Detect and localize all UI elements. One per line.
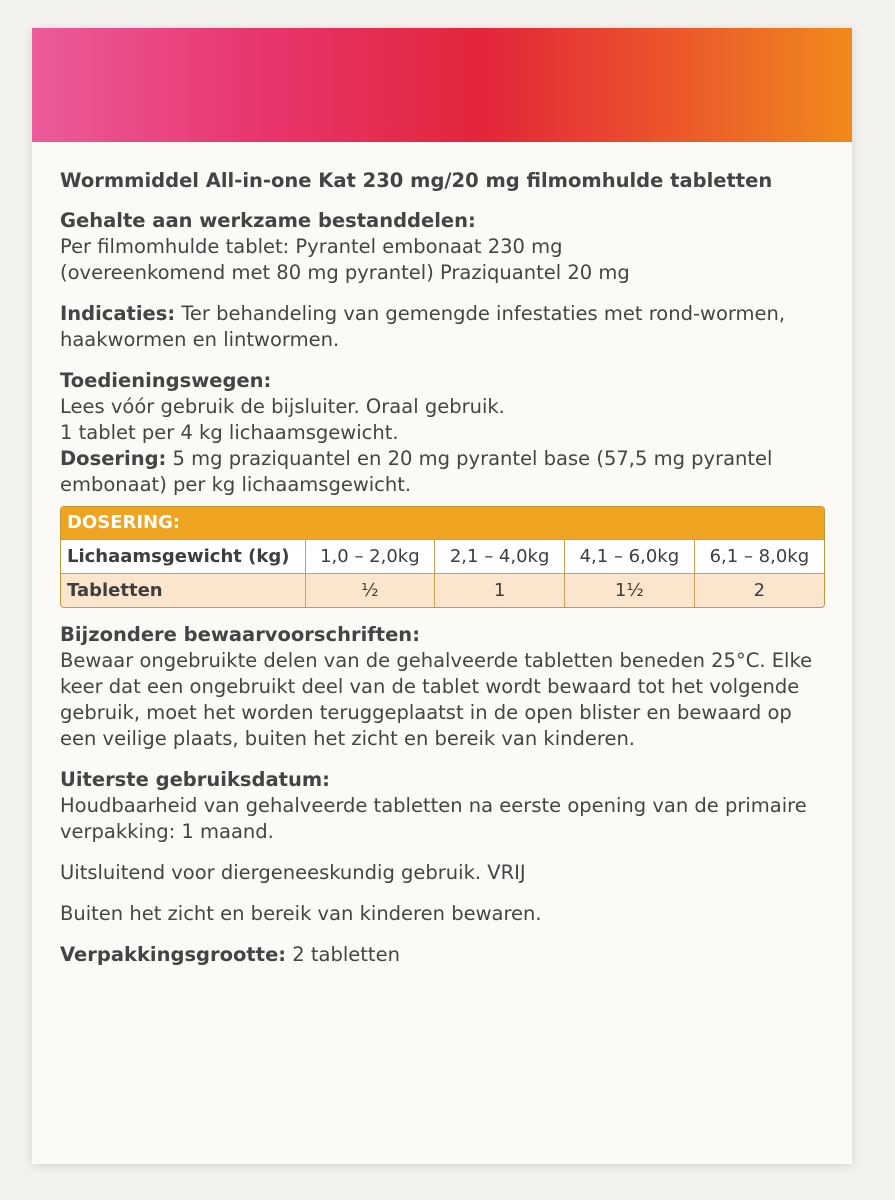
gehalte-heading: Gehalte aan werkzame bestanddelen: xyxy=(60,209,476,232)
weight-cell: 1,0 – 2,0kg xyxy=(305,540,435,574)
product-info-content xyxy=(32,142,852,968)
dosering-label: Dosering: xyxy=(60,447,167,470)
bewaar-text: Bewaar ongebruikte delen van de gehalveerde tabletten beneden 25°C. Elke keer dat een ongebruikt deel van de tablet wordt bewaard tot het volgende gebruik, moet het worden teruggeplaatst in de open blister en bewaard op een veilige plaats, buiten het zicht en bereik van kinderen. xyxy=(60,649,813,750)
indicaties-label: Indicaties: xyxy=(60,302,176,325)
verpakking-label: Verpakkingsgrootte: xyxy=(60,943,287,966)
indicaties-text: Ter behandeling van gemengde infestaties met rond-wormen, haakwormen en lintwormen. xyxy=(60,302,786,351)
bewaren-text: Buiten het zicht en bereik van kinderen bewaren. xyxy=(60,902,542,925)
vrij-text: Uitsluitend voor diergeneeskundig gebruik. VRIJ xyxy=(60,861,526,884)
gehalte-line-1: Per filmomhulde tablet: Pyrantel embonaat 230 mg xyxy=(60,235,563,258)
toediening-line-2: 1 tablet per 4 kg lichaamsgewicht. xyxy=(60,421,399,444)
section-toediening xyxy=(60,368,824,498)
tablet-cell: ½ xyxy=(305,574,435,608)
tablet-cell: 1½ xyxy=(565,574,695,608)
product-info-card xyxy=(32,28,852,1164)
gradient-banner xyxy=(32,28,852,142)
toediening-line-1: Lees vóór gebruik de bijsluiter. Oraal gebruik. xyxy=(60,395,505,418)
tablet-cell: 1 xyxy=(435,574,565,608)
weight-cell: 2,1 – 4,0kg xyxy=(435,540,565,574)
gehalte-line-2: (overeenkomend met 80 mg pyrantel) Praziquantel 20 mg xyxy=(60,261,630,284)
datum-heading: Uiterste gebruiksdatum: xyxy=(60,768,330,791)
section-bewaar xyxy=(60,622,824,752)
toediening-heading: Toedieningswegen: xyxy=(60,369,272,392)
table-row xyxy=(61,540,824,574)
dosage-table-header: DOSERING: xyxy=(61,507,824,539)
section-verpakking xyxy=(60,942,824,968)
datum-text: Houdbaarheid van gehalveerde tabletten na eerste opening van de primaire verpakking: 1 maand. xyxy=(60,794,807,843)
tablet-cell: 2 xyxy=(694,574,824,608)
dosering-text: 5 mg praziquantel en 20 mg pyrantel base (57,5 mg pyrantel embonaat) per kg lichaamsgewicht. xyxy=(60,447,773,496)
dosage-table xyxy=(61,539,824,607)
section-datum xyxy=(60,767,824,845)
tablet-row-label: Tabletten xyxy=(61,574,305,608)
weight-row-label: Lichaamsgewicht (kg) xyxy=(61,540,305,574)
weight-cell: 6,1 – 8,0kg xyxy=(694,540,824,574)
bewaar-heading: Bijzondere bewaarvoorschriften: xyxy=(60,623,420,646)
table-row xyxy=(61,574,824,608)
dosage-table-box xyxy=(60,506,825,608)
section-gehalte xyxy=(60,208,824,286)
section-indicaties xyxy=(60,301,824,353)
product-title: Wormmiddel All-in-one Kat 230 mg/20 mg filmomhulde tabletten xyxy=(60,169,773,192)
weight-cell: 4,1 – 6,0kg xyxy=(565,540,695,574)
verpakking-text: 2 tabletten xyxy=(286,943,400,966)
